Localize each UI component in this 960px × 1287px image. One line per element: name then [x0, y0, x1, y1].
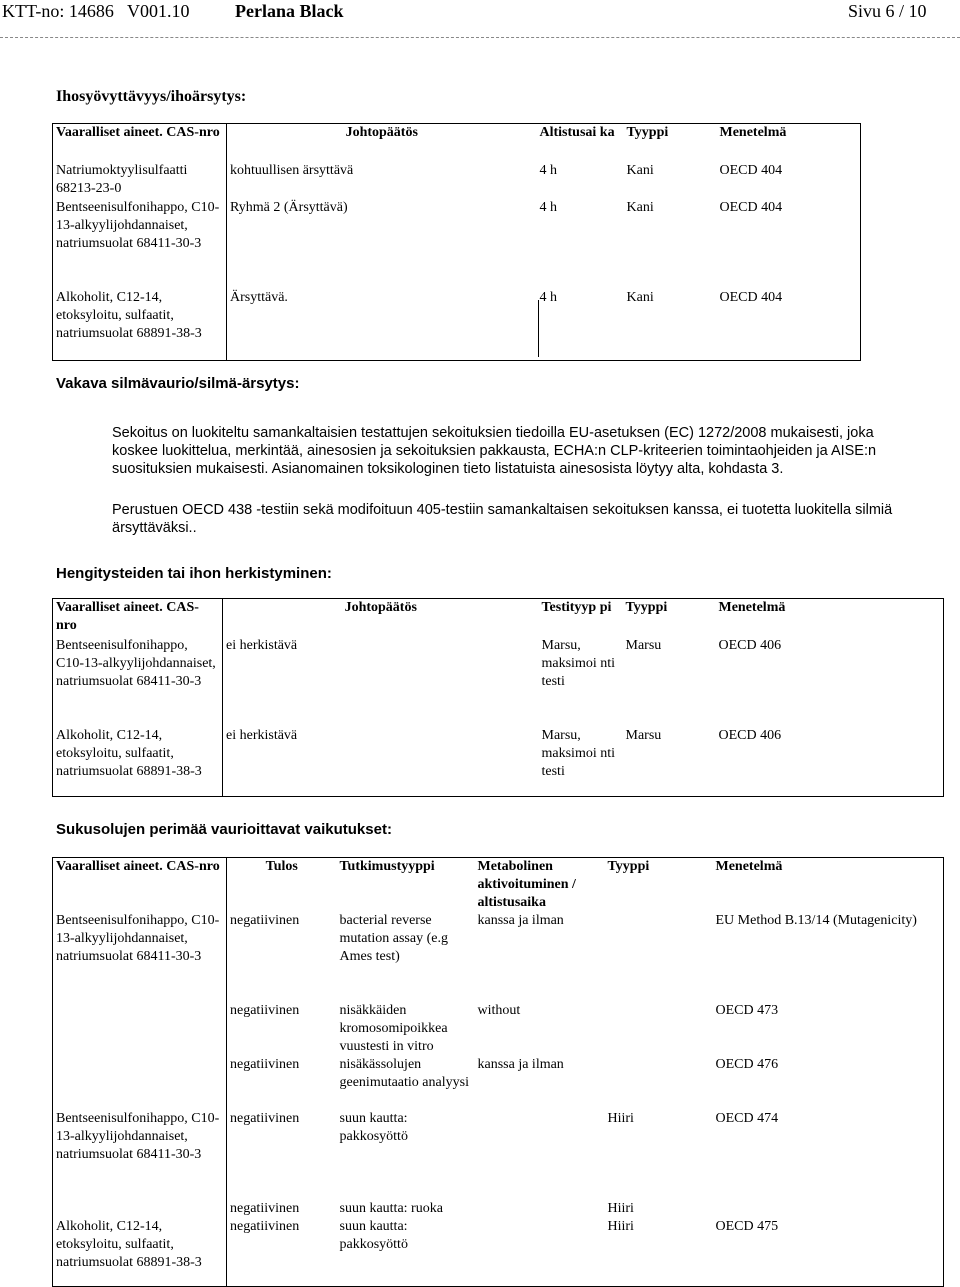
- cell-type: Kani: [626, 162, 654, 178]
- cell-method: OECD 404: [719, 199, 783, 215]
- cell-metabolic: [475, 1110, 605, 1200]
- header-type: Tyyppi: [626, 125, 669, 140]
- cell-type: Hiiri: [607, 1219, 634, 1234]
- header-type: Tyyppi: [625, 600, 668, 615]
- header-divider: [0, 37, 960, 38]
- cell-metabolic: kanssa ja ilman: [477, 913, 564, 928]
- cell-method: OECD 473: [715, 1003, 779, 1018]
- header-substance: Vaaralliset aineet. CAS-nro: [53, 858, 227, 913]
- cell-study: suun kautta: ruoka: [339, 1201, 443, 1216]
- page-number: Sivu 6 / 10: [848, 1, 927, 21]
- cell-substance: Bentseenisulfonihappo, C10-13-alkyylijohdannaiset, natriumsuolat 68411-30-3: [53, 637, 223, 727]
- cell-type: Marsu: [625, 727, 662, 743]
- header-conclusion: Johtopäätös: [345, 125, 418, 140]
- cell-result: negatiivinen: [230, 1219, 300, 1234]
- table-row: [53, 199, 861, 289]
- eye-section-title: Vakava silmävaurio/silmä-ärsytys:: [56, 375, 300, 392]
- cell-metabolic: without: [477, 1003, 521, 1018]
- sens-table: [52, 598, 944, 797]
- cell-method: [713, 1200, 944, 1218]
- cell-substance: Alkoholit, C12-14, etoksyloitu, sulfaatit, natriumsuolat 68891-38-3: [53, 1218, 227, 1286]
- header-method: Menetelmä: [715, 859, 783, 874]
- version: V001.10: [127, 1, 190, 21]
- header-type: Tyyppi: [607, 859, 650, 874]
- table-row: [53, 289, 861, 361]
- cell-result: negatiivinen: [230, 1057, 300, 1072]
- cell-testtype: Marsu, maksimoi nti testi: [541, 637, 615, 689]
- header-exposure: Altistusai ka: [539, 125, 615, 140]
- cell-study: suun kautta: pakkosyöttö: [339, 1111, 408, 1144]
- cell-conclusion: ei herkistävä: [226, 727, 298, 743]
- cell-type: Hiiri: [607, 1111, 634, 1126]
- cell-conclusion: Ryhmä 2 (Ärsyttävä): [230, 199, 348, 215]
- cell-conclusion: Ärsyttävä.: [230, 289, 288, 305]
- table-row: [53, 727, 944, 797]
- cell-substance: Alkoholit, C12-14, etoksyloitu, sulfaatit, natriumsuolat 68891-38-3: [53, 727, 223, 797]
- cell-metabolic: [475, 1218, 605, 1286]
- eye-paragraph-1: Sekoitus on luokiteltu samankaltaisien testattujen sekoituksien tiedoilla EU-asetuksen (EC) 1272/2008 mukaisesti, joka koskee luokittelua, merkintää, ainesosien ja sekoituksien pakkausta, ECHA:n CLP-kriteerien toimintaohjeiden ja AISE:n suosituksien mukaisesti. Asianomainen toksikologinen tieto listatuista ainesosista löytyy alta, kohdasta 3.: [112, 425, 877, 477]
- cell-method: OECD 475: [715, 1219, 779, 1234]
- cell-method: OECD 474: [715, 1111, 779, 1126]
- cell-method: OECD 476: [715, 1057, 779, 1072]
- cell-method: OECD 404: [719, 162, 783, 178]
- cell-exposure: 4 h: [539, 199, 557, 215]
- cell-type: Hiiri: [607, 1201, 634, 1216]
- cell-substance: Natriumoktyylisulfaatti 68213-23-0: [53, 162, 227, 199]
- cell-testtype: Marsu, maksimoi nti testi: [541, 727, 615, 779]
- cell-substance: [53, 1200, 227, 1218]
- header-method: Menetelmä: [718, 600, 786, 615]
- header-result: Tulos: [265, 859, 298, 874]
- cell-result: negatiivinen: [230, 1111, 300, 1126]
- cell-exposure: 4 h: [539, 162, 557, 178]
- header-study: Tutkimustyyppi: [339, 859, 435, 874]
- cell-method: OECD 404: [719, 289, 783, 305]
- cell-study: nisäkkäiden kromosomipoikkea vuustesti in vitro: [339, 1003, 448, 1054]
- cell-exposure: 4 h: [539, 289, 557, 305]
- header-metabolic: Metabolinen aktivoituminen / altistusaika: [477, 859, 576, 910]
- table-row: [53, 599, 944, 637]
- ktt-number: KTT-no: 14686: [2, 1, 114, 21]
- cell-method: OECD 406: [718, 727, 782, 743]
- cell-type: Kani: [626, 199, 654, 215]
- page-header: [0, 0, 960, 28]
- skin-section-title: Ihosyövyttävyys/ihoärsytys:: [56, 88, 247, 105]
- header-substance: Vaaralliset aineet. CAS-nro: [53, 124, 227, 162]
- cell-substance: Bentseenisulfonihappo, C10-13-alkyylijohdannaiset, natriumsuolat 68411-30-3: [53, 1110, 227, 1200]
- column-divider: [538, 300, 539, 357]
- table-row: [53, 162, 861, 199]
- eye-paragraph-2: Perustuen OECD 438 -testiin sekä modifoituun 405-testiin samankaltaisen sekoituksen kanssa, ei tuotetta luokitella silmiä ärsyttäväksi..: [112, 502, 893, 536]
- product-name: Perlana Black: [235, 1, 344, 21]
- cell-study: suun kautta: pakkosyöttö: [339, 1219, 408, 1252]
- cell-metabolic: kanssa ja ilman: [477, 1057, 564, 1072]
- cell-type: [605, 1056, 713, 1110]
- table-row: [53, 1218, 944, 1286]
- cell-study: bacterial reverse mutation assay (e.g Ames test): [339, 913, 448, 964]
- cell-substance: Bentseenisulfonihappo, C10-13-alkyylijohdannaiset, natriumsuolat 68411-30-3: [53, 912, 227, 1002]
- cell-result: negatiivinen: [230, 1201, 300, 1216]
- cell-type: Kani: [626, 289, 654, 305]
- header-method: Menetelmä: [719, 125, 787, 140]
- cell-conclusion: ei herkistävä: [226, 637, 298, 653]
- cell-conclusion: kohtuullisen ärsyttävä: [230, 162, 354, 178]
- table-row: [53, 1110, 944, 1200]
- cell-metabolic: [475, 1200, 605, 1218]
- cell-type: Marsu: [625, 637, 662, 653]
- germ-table: [52, 857, 944, 1287]
- cell-substance: Bentseenisulfonihappo, C10-13-alkyylijohdannaiset, natriumsuolat 68411-30-3: [53, 199, 227, 289]
- cell-method: OECD 406: [718, 637, 782, 653]
- table-row: [53, 124, 861, 162]
- header-testtype: Testityyp pi: [541, 600, 612, 615]
- table-row: [53, 1200, 944, 1218]
- table-row: [53, 912, 944, 1002]
- cell-substance: [53, 1056, 227, 1110]
- germ-section-title: Sukusolujen perimää vaurioittavat vaikutukset:: [56, 821, 392, 838]
- cell-method: EU Method B.13/14 (Mutagenicity): [715, 913, 917, 928]
- table-row: [53, 1056, 944, 1110]
- table-row: [53, 637, 944, 727]
- skin-table: [52, 123, 861, 361]
- table-row: [53, 858, 944, 913]
- cell-result: negatiivinen: [230, 913, 300, 928]
- table-row: [53, 1002, 944, 1056]
- cell-result: negatiivinen: [230, 1003, 300, 1018]
- header-substance: Vaaralliset aineet. CAS-nro: [53, 599, 223, 637]
- cell-type: [605, 1002, 713, 1056]
- cell-substance: Alkoholit, C12-14, etoksyloitu, sulfaatit, natriumsuolat 68891-38-3: [53, 289, 227, 361]
- cell-study: nisäkässolujen geenimutaatio analyysi: [339, 1057, 469, 1090]
- cell-substance: [53, 1002, 227, 1056]
- cell-type: [605, 912, 713, 1002]
- header-conclusion: Johtopäätös: [344, 600, 417, 615]
- sens-section-title: Hengitysteiden tai ihon herkistyminen:: [56, 565, 332, 582]
